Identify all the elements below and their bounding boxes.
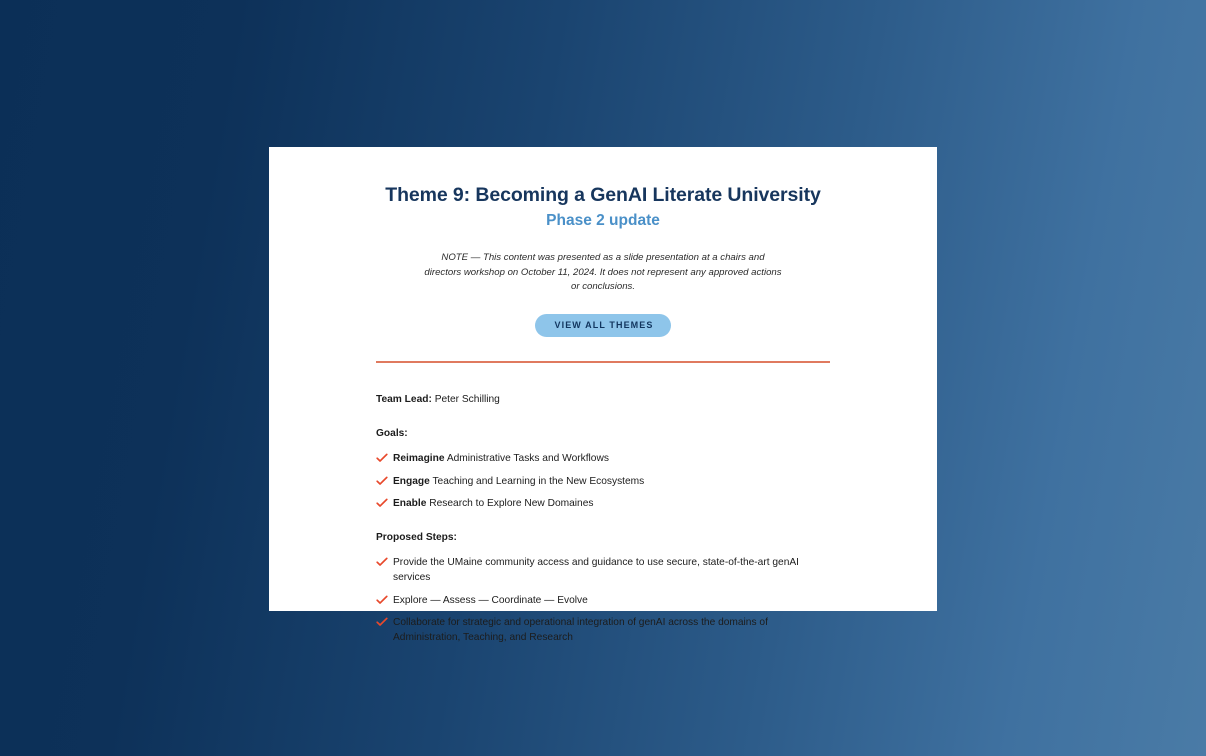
list-item [376,556,830,586]
content-card [269,147,937,644]
button-container [269,314,937,337]
list-item [376,616,830,646]
card-inner [269,147,937,646]
goals-list [376,452,830,512]
check-icon [376,452,388,464]
step-text: Provide the UMaine community access and guidance to use secure, state-of-the-art genAI services [393,557,800,583]
team-lead-label: Team Lead: [376,394,432,406]
goal-text: Administrative Tasks and Workflows [446,452,609,464]
goal-text: Teaching and Learning in the New Ecosystems [432,475,645,487]
check-icon [376,616,388,628]
step-text: Collaborate for strategic and operational integration of genAI across the domains of Administration, Teaching, and Research [393,617,768,644]
team-lead [376,393,830,408]
check-icon [376,497,388,509]
check-icon [376,556,388,568]
list-item [376,594,830,609]
goal-lead-word: Reimagine [393,452,445,464]
check-icon [376,475,388,487]
view-all-themes-button[interactable]: VIEW ALL THEMES [535,314,670,337]
goal-text: Research to Explore New Domaines [429,498,594,510]
list-item [376,497,830,512]
list-item [376,475,830,490]
list-item [376,452,830,467]
disclaimer-note: NOTE — This content was presented as a slide presentation at a chairs and directors workshop on October 11, 2024. It does not represent any approved actions or conclusions. [424,251,782,293]
proposed-steps-list [376,556,830,646]
goal-lead-word: Engage [393,475,430,487]
team-lead-name: Peter Schilling [434,394,500,406]
check-icon [376,594,388,606]
page-subtitle: Phase 2 update [546,212,660,230]
goal-lead-word: Enable [393,498,427,510]
goals-heading: Goals: [376,428,408,440]
proposed-steps-heading: Proposed Steps: [376,532,457,544]
page-title: Theme 9: Becoming a GenAI Literate University [385,184,821,206]
step-text: Explore — Assess — Coordinate — Evolve [393,594,588,606]
card-body [376,363,830,646]
